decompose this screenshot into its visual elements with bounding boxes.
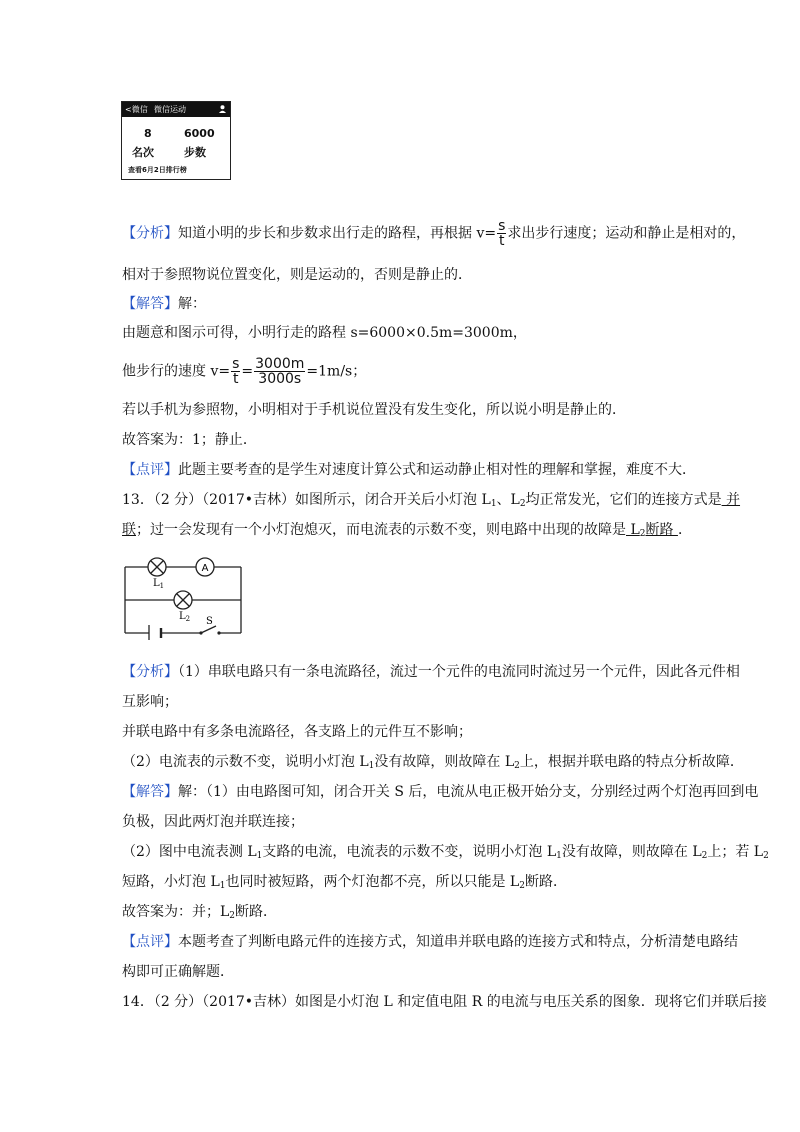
wechat-sport-screenshot	[121, 101, 231, 180]
answer-tag: 【解答】	[122, 784, 178, 800]
q12-distance-line: 由题意和图示可得，小明行走的路程 s=6000×0.5m=3000m，	[122, 325, 527, 341]
back-label: <微信	[125, 105, 148, 114]
steps-label: 步数	[184, 146, 206, 159]
q13-stem-line1: 13．（2 分）（2017•吉林）如图所示，闭合开关后小灯泡 $L_1$、$L_2$均正常发光，它们的连接方式是 并	[122, 492, 741, 509]
analysis-tag: 【分析】	[122, 225, 178, 242]
answer-blank-1: 并	[721, 492, 741, 508]
switch-label: S	[206, 616, 213, 627]
review-tag: 【点评】	[122, 462, 178, 478]
q12-analysis-line1: 【分析】知道小明的步长和步数求出行走的路程，再根据 v= $\frac{s}{t}$ 求出步行速度；运动和静止是相对的，	[122, 218, 746, 249]
circuit-diagram	[118, 545, 248, 640]
q12-speed-line: 他步行的速度 v= $\frac{s}{t}$ = $\frac{3000m}{3000s}$ =1m/s；	[122, 356, 367, 387]
q12-still-line: 若以手机为参照物，小明相对于手机说位置没有发生变化，所以说小明是静止的．	[122, 402, 626, 418]
q13-analysis-line4: （2）电流表的示数不变，说明小灯泡 $L_1$没有故障，则故障在 $L_2$上，根据并联电路的特点分析故障．	[122, 754, 744, 771]
switch-contact	[217, 631, 220, 634]
phone-title: 微信运动	[154, 105, 186, 114]
user-icon	[219, 105, 226, 113]
q12-final-answer: 故答案为：1；静止．	[122, 432, 257, 448]
q12-answer-tag-line: 【解答】解：	[122, 296, 206, 312]
rank-label: 名次	[132, 146, 154, 159]
answer-blank-2: $L_2$断路	[626, 522, 678, 539]
q13-analysis-line2: 互影响；	[122, 694, 178, 710]
l1-label: $L_1$	[153, 578, 165, 590]
switch-pivot	[199, 631, 202, 634]
q13-analysis-line1: 【分析】（1）串联电路只有一条电流路径，流过一个元件的电流同时流过另一个元件，因此各元件相	[122, 664, 740, 680]
answer-tag: 【解答】	[122, 296, 178, 312]
q13-answer-line2: 负极，因此两灯泡并联连接；	[122, 814, 304, 830]
q13-answer-line4: 短路，小灯泡 $L_1$也同时被短路，两个灯泡都不亮，所以只能是 $L_2$断路．	[122, 874, 567, 891]
battery-symbol	[149, 625, 161, 640]
q14-stem-line1: 14．（2 分）（2017•吉林）如图是小灯泡 L 和定值电阻 R 的电流与电压关系的图象．现将它们并联后接	[122, 994, 767, 1010]
q13-review-line2: 构即可正确解题．	[122, 964, 234, 980]
l2-label: $L_2$	[179, 611, 191, 623]
review-tag: 【点评】	[122, 934, 178, 950]
rank-value: 8	[144, 127, 152, 140]
q12-analysis-line2: 相对于参照物说位置变化，则是运动的，否则是静止的．	[122, 267, 472, 283]
q13-stem-line2: 联；过一会发现有一个小灯泡熄灭，而电流表的示数不变，则电路中出现的故障是 $L_2$断路 ．	[122, 522, 692, 539]
q12-review-line: 【点评】此题主要考查的是学生对速度计算公式和运动静止相对性的理解和掌握，难度不大．	[122, 462, 696, 478]
q13-answer-line3: （2）图中电流表测 $L_1$支路的电流，电流表的示数不变，说明小灯泡 $L_1$没有故障，则故障在 $L_2$上；若 $L_2$	[122, 844, 769, 861]
q13-final-answer: 故答案为：并；$L_2$断路．	[122, 904, 278, 921]
q13-review-line1: 【点评】本题考查了判断电路元件的连接方式，知道串并联电路的连接方式和特点，分析清楚电路结	[122, 934, 738, 950]
q13-answer-line1: 【解答】解：（1）由电路图可知，闭合开关 S 后，电流从电正极开始分支，分别经过两个灯泡再回到电	[122, 784, 759, 800]
phone-title-bar	[122, 102, 230, 117]
speed-fraction-numeric: $\frac{3000m}{3000s}$	[255, 356, 305, 387]
lamp-l1-symbol	[148, 558, 166, 576]
ammeter-label: A	[201, 563, 209, 574]
speed-fraction-symbolic: $\frac{s}{t}$	[232, 356, 240, 387]
lamp-l2-symbol	[174, 591, 192, 609]
analysis-tag: 【分析】	[122, 664, 178, 680]
q13-analysis-line3: 并联电路中有多条电流路径，各支路上的元件互不影响；	[122, 724, 472, 740]
velocity-fraction: $\frac{s}{t}$	[498, 218, 506, 249]
phone-footer: 查看6月2日排行榜	[128, 166, 187, 174]
steps-value: 6000	[184, 127, 215, 140]
